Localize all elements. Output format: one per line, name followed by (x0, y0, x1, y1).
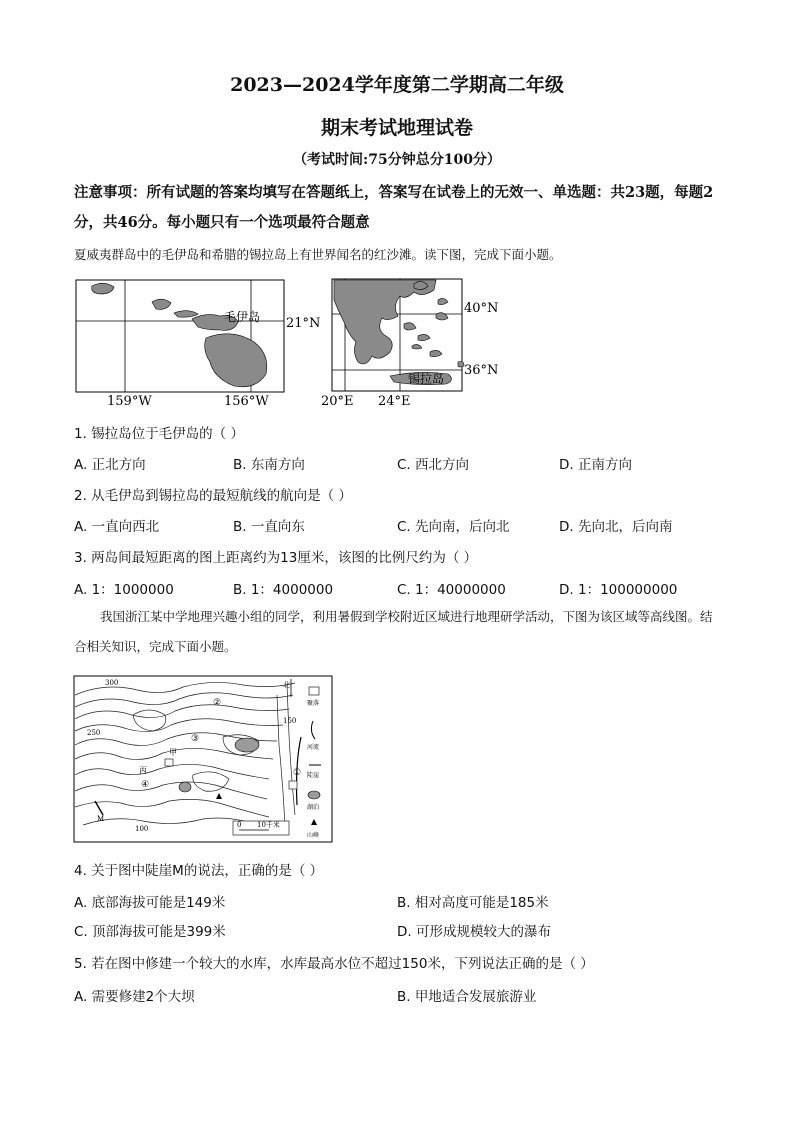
contour-label: 300 (105, 679, 119, 687)
question-stem: 1. 锡拉岛位于毛伊岛的（ ） (74, 426, 244, 442)
legend-label: 湖泊 (307, 804, 320, 811)
point-label: 甲 (169, 748, 177, 757)
option-b[interactable]: B. 东南方向 (233, 457, 305, 473)
contour-map (73, 675, 333, 843)
scale-label: 0 (237, 821, 242, 829)
question-stem: 2. 从毛伊岛到锡拉岛的最短航线的航向是（ ） (74, 488, 352, 504)
exam-subtitle: 期末考试地理试卷 (320, 117, 473, 139)
lon-label-right: 156°W (224, 394, 269, 409)
option-a[interactable]: A. 一直向西北 (74, 519, 160, 535)
settlement-legend-icon (309, 687, 319, 695)
option-c[interactable]: C. 西北方向 (397, 457, 470, 473)
greece-map (318, 276, 508, 413)
lake-shape (179, 782, 191, 792)
legend-label: 山峰 (307, 832, 320, 839)
option-d[interactable]: D. 正南方向 (559, 457, 632, 473)
point-label: ① (293, 768, 302, 778)
section2-intro: 我国浙江某中学地理兴趣小组的同学，利用暑假到学校附近区域进行地理研学活动，下图为该区域等高线图。结合相关知识，完成下面小题。 (74, 609, 713, 654)
point-label: ② (213, 698, 222, 708)
legend-label: 聚落 (307, 700, 320, 707)
option-c[interactable]: C. 1：40000000 (397, 582, 506, 598)
point-label: ③ (191, 734, 200, 744)
option-a[interactable]: A. 正北方向 (74, 457, 146, 473)
exam-title: 2023—2024学年度第二学期高二年级 (230, 74, 564, 96)
santorini-label: 锡拉岛 (408, 372, 445, 386)
notice-text: 注意事项：所有试题的答案均填写在答题纸上，答案写在试卷上的无效一、单选题：共23题，每题2分，共46分。每小题只有一个选项最符合题意 (74, 184, 714, 231)
lon-label-left: 20°E (321, 394, 354, 409)
contour-label: 100 (135, 825, 149, 833)
section1-intro: 夏威夷群岛中的毛伊岛和希腊的锡拉岛上有世界闻名的红沙滩。读下图，完成下面小题。 (74, 247, 562, 262)
option-c[interactable]: C. 先向南，后向北 (397, 519, 510, 535)
lat-label: 21°N (286, 316, 321, 331)
maui-map (74, 278, 324, 413)
option-d[interactable]: D. 可形成规模较大的瀑布 (397, 924, 551, 940)
question-stem: 4. 关于图中陡崖M的说法，正确的是（ ） (74, 863, 324, 879)
contour-label: 150 (283, 717, 297, 725)
option-c[interactable]: C. 顶部海拔可能是399米 (74, 924, 226, 940)
lat-label-bottom: 36°N (464, 363, 499, 378)
exam-info: （考试时间:75分钟总分100分） (293, 152, 501, 168)
option-a[interactable]: A. 需要修建2个大坝 (74, 989, 195, 1005)
option-d[interactable]: D. 1：100000000 (559, 582, 678, 598)
point-label: 丙 (139, 766, 147, 775)
scale-label: 10千米 (257, 821, 280, 829)
option-b[interactable]: B. 一直向东 (233, 519, 305, 535)
option-d[interactable]: D. 先向北，后向南 (559, 519, 673, 535)
question-stem: 5. 若在图中修建一个较大的水库，水库最高水位不超过150米，下列说法正确的是（ ） (74, 956, 594, 972)
option-a[interactable]: A. 1：1000000 (74, 582, 174, 598)
option-a[interactable]: A. 底部海拔可能是149米 (74, 895, 226, 911)
option-b[interactable]: B. 相对高度可能是185米 (397, 895, 549, 911)
legend-label: 河流 (307, 744, 320, 751)
question-stem: 3. 两岛间最短距离的图上距离约为13厘米，该图的比例尺约为（ ） (74, 550, 478, 566)
contour-label: 250 (87, 729, 101, 737)
lon-label-left: 159°W (107, 394, 152, 409)
point-label: M (97, 815, 105, 823)
option-b[interactable]: B. 1：4000000 (233, 582, 334, 598)
lake-legend-icon (308, 791, 320, 799)
point-label: ④ (141, 780, 150, 790)
legend-label: 陡崖 (307, 772, 320, 779)
option-b[interactable]: B. 甲地适合发展旅游业 (397, 989, 537, 1005)
lat-label-top: 40°N (464, 301, 499, 316)
maui-label: 毛伊岛 (224, 310, 261, 324)
lake-shape (235, 738, 259, 752)
settlement-shape (165, 759, 173, 766)
lon-label-right: 24°E (378, 394, 411, 409)
north-label: 北 (283, 681, 290, 689)
settlement-shape (289, 781, 297, 789)
